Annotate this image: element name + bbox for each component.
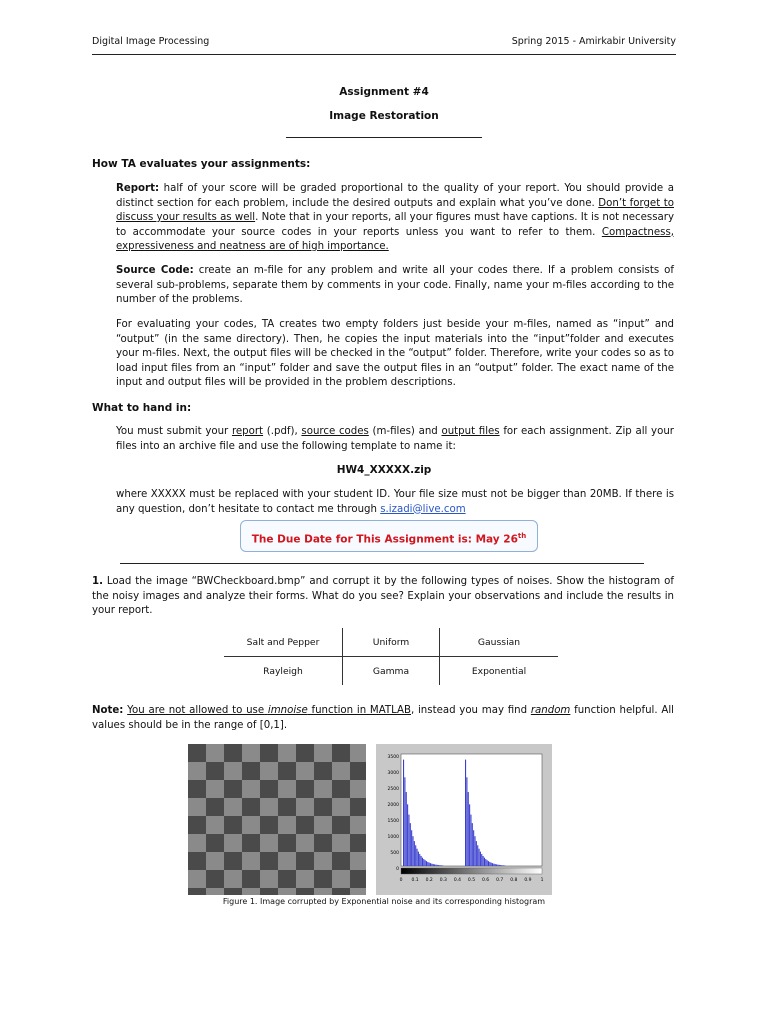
histogram-bar: [421, 856, 422, 866]
due-date-text: The Due Date for This Assignment is: May 26: [251, 533, 518, 546]
x-tick-label: 0: [399, 878, 403, 883]
histogram-bar: [470, 815, 471, 866]
histogram-bar: [499, 865, 500, 866]
zip-filename: HW4_XXXXX.zip: [336, 464, 432, 476]
noise-row-2: [224, 657, 558, 686]
histogram-bar: [441, 865, 442, 866]
x-tick-label: 0.7: [496, 878, 504, 883]
histogram-bar: [415, 845, 416, 866]
handin-text-2: (.pdf),: [266, 426, 298, 437]
histogram-bar: [465, 760, 466, 866]
x-tick-label: 1: [540, 878, 544, 883]
note-underline-1: You are not allowed to use: [127, 705, 265, 716]
histogram-bar: [425, 860, 426, 866]
x-tick-label: 0.4: [453, 878, 461, 883]
noise-cell: Gamma: [343, 657, 440, 686]
x-tick-labels: [400, 877, 544, 883]
x-tick-label: 0.8: [510, 878, 518, 883]
term-info: Spring 2015 - Amirkabir University: [511, 36, 676, 47]
histogram-bar: [434, 864, 435, 866]
histogram-bar: [501, 865, 502, 866]
histogram-bar: [491, 863, 492, 866]
y-tick-label: 500: [390, 851, 399, 856]
report-underline-1: Don’t forget to discuss your results as well: [116, 197, 674, 223]
report-paragraph: [116, 182, 674, 255]
note-text-1: , instead you may find: [410, 705, 528, 716]
histogram-bar: [410, 823, 411, 866]
histogram-bar: [426, 861, 427, 866]
noise-cell: Rayleigh: [263, 665, 303, 677]
histogram-bar: [500, 865, 501, 866]
note-underline-2: function in MATLAB: [311, 705, 411, 716]
random-term: random: [530, 705, 571, 716]
histogram-bar: [480, 852, 481, 866]
source-code-label: Source Code:: [116, 265, 194, 276]
histogram-bar: [479, 849, 480, 866]
histogram-bar: [497, 865, 498, 866]
histogram-bar: [503, 865, 504, 866]
histogram-bar: [408, 815, 409, 866]
histogram-bar: [488, 861, 489, 866]
histogram-bar: [418, 852, 419, 866]
histogram-bar: [496, 864, 497, 866]
histogram-bar: [484, 858, 485, 866]
histogram-bar: [481, 854, 482, 866]
histogram-bar: [430, 863, 431, 866]
histogram-bar: [474, 836, 475, 866]
histogram-bar: [466, 777, 467, 866]
histogram-bar: [493, 864, 494, 866]
histogram-bar: [404, 777, 405, 866]
handin-text-5: where XXXXX must be replaced with your student ID. Your file size must not be bigger than 20MB. If there is any question, don’t hesitate to contact me through: [116, 489, 674, 515]
note-label: Note:: [92, 705, 124, 716]
histogram-bar: [417, 849, 418, 866]
histogram-figure: [376, 744, 552, 895]
histogram-bar: [504, 865, 505, 866]
y-tick-label: 2000: [387, 803, 399, 808]
report-term: report: [231, 426, 264, 437]
noisy-checkerboard-image: [188, 744, 366, 895]
noise-cell: Exponential: [471, 665, 527, 677]
histogram-bar: [407, 804, 408, 866]
histogram-bar: [489, 862, 490, 866]
note-text-2: function helpful. All values should be in the range of [0,1].: [92, 705, 675, 731]
source-code-text: create an m-file for any problem and write all your codes there. If a problem consists of several sub-problems, separate them by comments in your code. Finally, name your m-files according to the number of the problems.: [116, 265, 674, 305]
report-text-1: half of your score will be graded proportional to the quality of your report. You should provide a distinct section for each problem, include the desired outputs and explain what you’ve done.: [116, 183, 675, 209]
note-paragraph: [92, 704, 674, 733]
source-code-paragraph: [116, 264, 674, 308]
histogram-bar: [437, 865, 438, 866]
problem-1-text: Load the image “BWCheckboard.bmp” and corrupt it by the following types of noises. Show the histogram of the noisy images and analyze their forms. What do you see? Explain your observations and include the results in your report.: [92, 576, 674, 616]
noise-cell: Salt and Pepper: [224, 628, 343, 657]
histogram-bar: [419, 854, 420, 866]
output-files-term: output files: [441, 426, 500, 437]
y-tick-label: 1500: [387, 819, 399, 824]
problem-1-number: 1.: [92, 576, 103, 587]
histogram-bar: [414, 841, 415, 866]
histogram-bar: [473, 830, 474, 866]
y-tick-label: 1000: [387, 835, 399, 840]
handin-heading: What to hand in:: [92, 402, 192, 414]
figure-caption: Figure 1. Image corrupted by Exponential noise and its corresponding histogram: [222, 897, 546, 906]
histogram-bar: [442, 865, 443, 866]
evaluation-heading: How TA evaluates your assignments:: [92, 158, 311, 170]
histogram-bar: [439, 865, 440, 866]
header-rule: [92, 54, 676, 55]
histogram-bar: [403, 760, 404, 866]
page-header: [92, 36, 676, 50]
noise-types-table: [224, 628, 558, 685]
colorbar: [401, 868, 542, 874]
histogram-bar: [468, 792, 469, 866]
imnoise-term: imnoise: [267, 705, 308, 716]
assignment-title: Assignment #4: [339, 86, 429, 98]
report-label: Report:: [116, 183, 160, 194]
y-tick-label: 0: [396, 867, 399, 872]
x-tick-label: 0.3: [439, 878, 447, 883]
handin-text-4: for each assignment. Zip all your files into an archive file and use the following template to name it:: [116, 426, 674, 452]
histogram-bar: [422, 858, 423, 866]
y-tick-label: 3000: [387, 771, 399, 776]
section-rule: [120, 563, 644, 564]
handin-text-1: You must submit your: [116, 426, 229, 437]
histogram-bar: [427, 862, 428, 866]
histogram-bar: [485, 859, 486, 866]
x-tick-label: 0.5: [467, 878, 476, 883]
histogram-bar: [435, 865, 436, 866]
report-underline-2: Compactness, expressiveness and neatness are of high importance.: [116, 226, 674, 252]
title-rule: [286, 137, 482, 138]
evaluation-paragraph: For evaluating your codes, TA creates two empty folders just beside your m-files, named as “input” and “output” (in the same directory). Then, he copies the input materials into the “input”folder and executes your m-files. Next, the output files will be checked in the “output” folder. Therefore, write your codes so as to load input files from an “input” folder and save the output files in an “output” folder. The exact name of the input and output files will be provided in the problem descriptions.: [116, 319, 674, 388]
histogram-bar: [423, 859, 424, 866]
report-text-2: . Note that in your reports, all your figures must have captions. It is not necessary to accommodate your source codes in your reports unless you want to refer to them.: [116, 212, 674, 238]
histogram-bar: [492, 863, 493, 866]
histogram-bar: [411, 830, 412, 866]
histogram-bar: [433, 864, 434, 866]
course-name: Digital Image Processing: [92, 36, 210, 47]
source-codes-term: source codes: [301, 426, 369, 437]
problem-1: [92, 575, 674, 619]
assignment-topic: Image Restoration: [329, 110, 439, 122]
histogram-bar: [429, 863, 430, 866]
due-date-box: [240, 520, 538, 552]
histogram-bar: [476, 841, 477, 866]
x-tick-label: 0.6: [482, 878, 490, 883]
histogram-bar: [495, 864, 496, 866]
histogram-plot: [376, 744, 552, 895]
y-tick-label: 2500: [387, 787, 399, 792]
x-tick-label: 0.9: [524, 878, 532, 883]
noise-row-1: [224, 628, 558, 657]
handin-paragraph: [116, 425, 674, 454]
noise-cell: Uniform: [343, 628, 440, 657]
histogram-bar: [477, 845, 478, 866]
histogram-bar: [472, 823, 473, 866]
y-tick-labels: [388, 754, 400, 872]
email-link[interactable]: s.izadi@live.com: [380, 503, 466, 515]
noise-cell: Gaussian: [440, 628, 559, 657]
handin-text-3: (m-files) and: [372, 426, 438, 437]
y-tick-label: 3500: [387, 755, 399, 760]
histogram-bar: [431, 864, 432, 866]
histogram-bar: [438, 865, 439, 866]
histogram-bar: [469, 804, 470, 866]
histogram-bar: [412, 836, 413, 866]
student-id-paragraph: [116, 488, 674, 517]
histogram-bar: [487, 860, 488, 866]
x-tick-label: 0.1: [411, 878, 419, 883]
histogram-bar: [483, 856, 484, 866]
due-date-sup: th: [517, 532, 527, 540]
x-tick-label: 0.2: [425, 878, 433, 883]
histogram-bar: [406, 792, 407, 866]
